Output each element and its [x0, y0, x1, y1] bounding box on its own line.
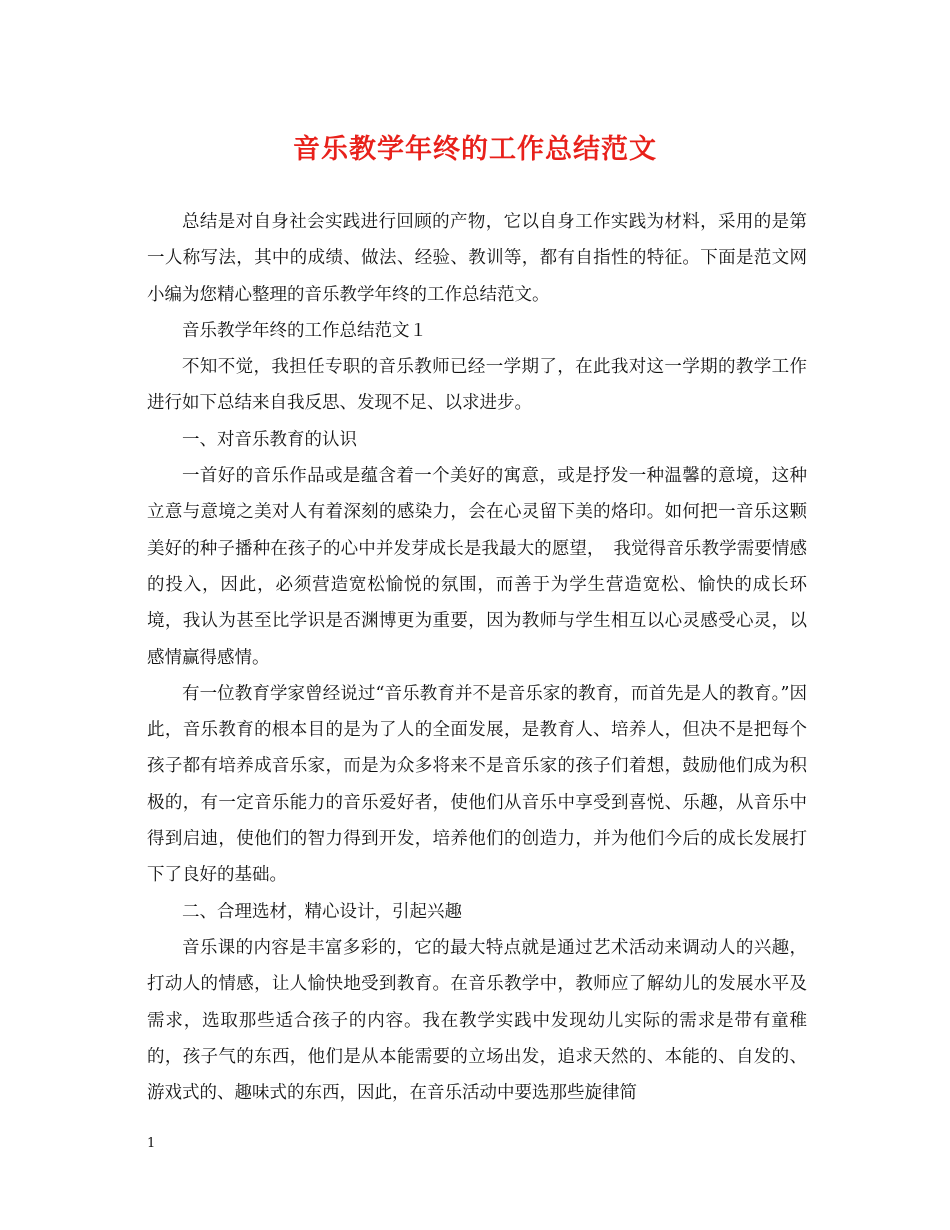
section-heading-2: 二、合理选材，精心设计，引起兴趣 [182, 901, 462, 922]
paragraph-opening: 不知不觉，我担任专职的音乐教师已经一学期了，在此我对这一学期的教学工作进行如下总结来自我反思、发现不足、以求进步。 [147, 357, 807, 414]
paragraph-subtitle: 音乐教学年终的工作总结范文１ [182, 320, 427, 341]
page-number: 1 [147, 1136, 156, 1151]
document-title: 音乐教学年终的工作总结范文 [293, 134, 657, 165]
paragraph-body: 有一位教育学家曾经说过“音乐教育并不是音乐家的教育，而首先是人的教育。”因此，音乐教育的根本目的是为了人的全面发展，是教育人、培养人，但决不是把每个孩子都有培养成音乐家，而是为众多将来不是音乐家的孩子们着想，鼓励他们成为积极的，有一定音乐能力的音乐爱好者，使他们从音乐中享受到喜悦、乐趣，从音乐中得到启迪，使他们的智力得到开发，培养他们的创造力，并为他们今后的成长发展打下了良好的基础。 [147, 683, 807, 886]
paragraph-body: 一首好的音乐作品或是蕴含着一个美好的寓意，或是抒发一种温馨的意境，这种立意与意境之美对人有着深刻的感染力，会在心灵留下美的烙印。如何把一音乐这颗美好的种子播种在孩子的心中并发芽成长是我最大的愿望， 我觉得音乐教学需要情感的投入，因此，必须营造宽松愉悦的氛围，而善于为学生营造宽松、愉快的成长环境，我认为甚至比学识是否渊博更为重要，因为教师与学生相互以心灵感受心灵，以感情赢得感情。 [147, 466, 807, 668]
document-body [147, 204, 807, 1111]
paragraph-intro: 总结是对自身社会实践进行回顾的产物，它以自身工作实践为材料，采用的是第一人称写法，其中的成绩、做法、经验、教训等，都有自指性的特征。下面是范文网小编为您精心整理的音乐教学年终的工作总结范文。 [147, 212, 807, 305]
paragraph-body: 音乐课的内容是丰富多彩的，它的最大特点就是通过艺术活动来调动人的兴趣，打动人的情感，让人愉快地受到教育。在音乐教学中，教师应了解幼儿的发展水平及需求，选取那些适合孩子的内容。我在教学实践中发现幼儿实际的需求是带有童稚的，孩子气的东西，他们是从本能需要的立场出发，追求天然的、本能的、自发的、游戏式的、趣味式的东西，因此，在音乐活动中要选那些旋律简 [147, 937, 807, 1104]
section-heading-1: 一、对音乐教育的认识 [182, 429, 357, 450]
